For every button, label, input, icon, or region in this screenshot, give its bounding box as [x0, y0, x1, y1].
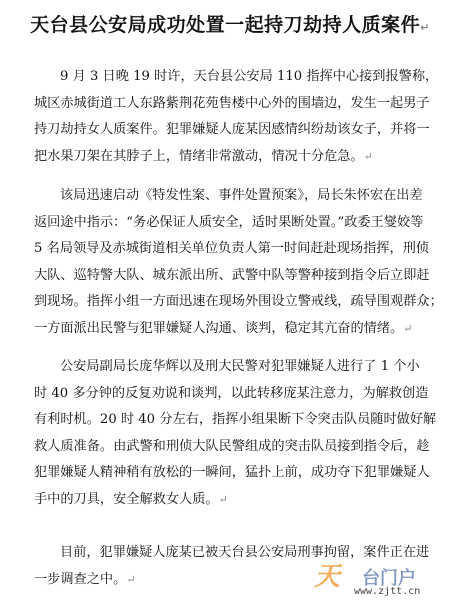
paragraph-3 [34, 354, 446, 513]
page-title: 天台县公安局成功处置一起持刀劫持人质案件↵ [30, 14, 430, 36]
site-watermark-logo [314, 556, 454, 604]
paragraph-1 [34, 64, 446, 170]
text-line: 大队、巡特警大队、城东派出所、武警中队等警种接到指令后立即赶 [34, 267, 430, 283]
text-line: 有利时机。20 时 40 分左右，指挥小组果断下令突击队员随时做好解 [34, 412, 437, 427]
text-line: 返回途中指示：“务必保证人质安全，适时果断处置。”政委王燮姣等 [34, 214, 424, 230]
text-line: 城区赤城街道工人东路紫荆花苑售楼中心外的围墙边，发生一起男子 [34, 95, 430, 111]
paragraph-mark: ↵ [403, 321, 413, 335]
text-line: 把水果刀架在其脖子上，情绪非常激动，情况十分危急。↵ [34, 148, 373, 164]
paragraph-mark: ↵ [126, 572, 136, 586]
text-line: 9 月 3 日晚 19 时许，天台县公安局 110 指挥中心接到报警称， [60, 69, 439, 84]
paragraph-2 [34, 183, 446, 342]
watermark-brand: 台门户 [362, 568, 416, 589]
text-line: 一方面派出民警与犯罪嫌疑人沟通、谈判，稳定其亢奋的情绪。↵ [34, 320, 413, 336]
text-line: 手中的刀具，安全解救女人质。↵ [34, 491, 228, 507]
watermark-url: www.zjtt.cn [354, 586, 421, 597]
paragraph-mark: ↵ [420, 21, 430, 34]
paragraph-mark: ↵ [363, 149, 373, 163]
text-line: 救人质准备。由武警和刑侦大队民警组成的突击队员接到指令后，趁 [34, 438, 430, 454]
text-line: 犯罪嫌疑人精神稍有放松的一瞬间，猛扑上前，成功夺下犯罪嫌疑人 [34, 465, 430, 480]
text-line: 公安局副局长庞华辉以及刑大民警对犯罪嫌疑人进行了 1 个小 [60, 359, 420, 374]
watermark-glyph: 天 [314, 562, 341, 592]
text-line: 目前，犯罪嫌疑人庞某已被天台县公安局刑事拘留，案件正在进 [60, 545, 430, 560]
text-line: 到现场。指挥小组一方面迅速在现场外围设立警戒线，疏导围观群众； [34, 294, 443, 309]
paragraph-mark: ↵ [218, 492, 228, 506]
text-line: 持刀劫持女人质案件。犯罪嫌疑人庞某因感情纠纷劫该女子，并将一 [34, 122, 430, 137]
text-line: 时 40 多分钟的反复劝说和谈判，以此转移庞某注意力，为解救创造 [34, 385, 429, 401]
text-line: 该局迅速启动《特发性案、事件处置预案》，局长朱怀宏在出差 [60, 188, 423, 203]
text-line: 一步调查之中。↵ [34, 571, 136, 587]
text-line: 5 名局领导及赤城街道相关单位负责人第一时间赶赴现场指挥，刑侦 [34, 241, 430, 256]
